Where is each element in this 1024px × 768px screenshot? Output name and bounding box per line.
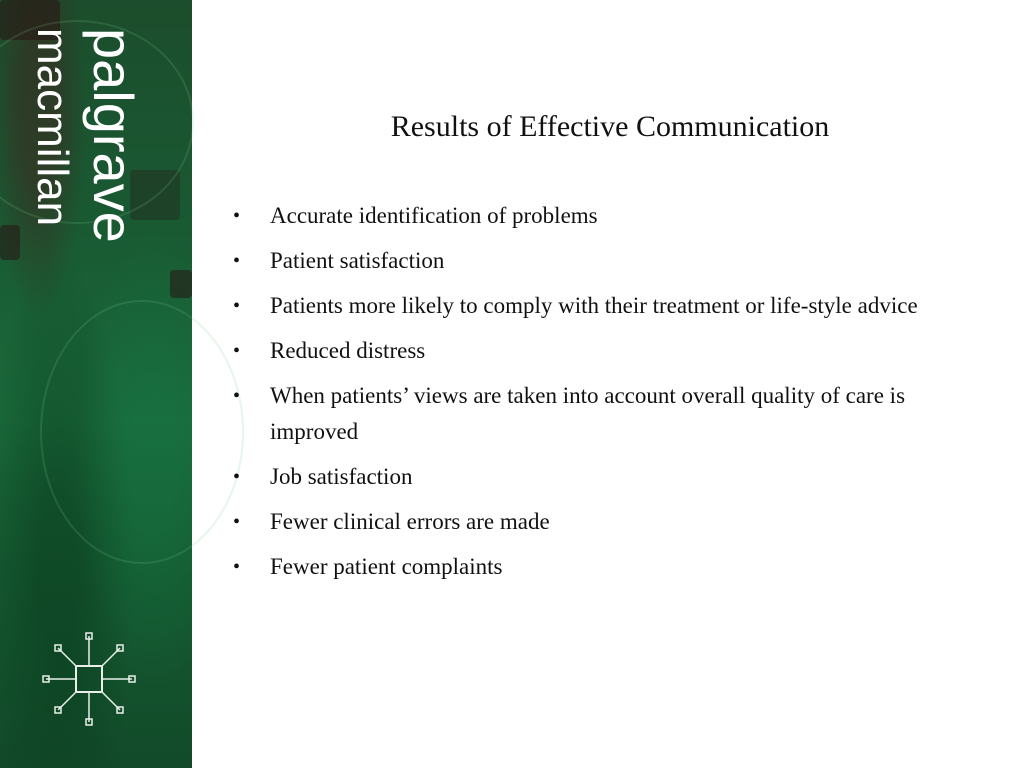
bullet-dot: • bbox=[233, 295, 241, 317]
bullet-text: Accurate identification of problems bbox=[270, 203, 598, 228]
bullet-item bbox=[228, 288, 978, 324]
bullet-dot: • bbox=[233, 250, 241, 272]
bullet-dot: • bbox=[233, 556, 241, 578]
sidebar-panel bbox=[0, 0, 192, 768]
sidebar-texture bbox=[170, 270, 192, 298]
bullet-text: Patients more likely to comply with their treatment or life-style advice bbox=[270, 293, 918, 318]
bullet-text: Fewer clinical errors are made bbox=[270, 509, 550, 534]
bullet-item bbox=[228, 198, 978, 234]
bullet-item bbox=[228, 459, 978, 495]
network-node-icon bbox=[42, 632, 136, 726]
bullet-item bbox=[228, 549, 978, 585]
brand-wordmark bbox=[28, 28, 146, 268]
bullet-text: When patients’ views are taken into account overall quality of care is improved bbox=[270, 383, 906, 444]
bullet-list bbox=[228, 198, 978, 594]
bullet-text: Patient satisfaction bbox=[270, 248, 445, 273]
bullet-dot: • bbox=[233, 511, 241, 533]
bullet-text: Reduced distress bbox=[270, 338, 426, 363]
bullet-item bbox=[228, 333, 978, 369]
bullet-dot: • bbox=[233, 205, 241, 227]
brand-line-palgrave: palgrave bbox=[82, 28, 145, 243]
bullet-dot: • bbox=[233, 466, 241, 488]
slide-title: Results of Effective Communication bbox=[390, 110, 830, 143]
bullet-item bbox=[228, 378, 978, 450]
sidebar-texture bbox=[40, 300, 244, 564]
brand-line-macmillan: macmillan bbox=[28, 28, 77, 227]
bullet-text: Fewer patient complaints bbox=[270, 554, 503, 579]
bullet-dot: • bbox=[233, 340, 241, 362]
bullet-item bbox=[228, 504, 978, 540]
sidebar-texture bbox=[0, 225, 20, 260]
bullet-item bbox=[228, 243, 978, 279]
bullet-dot: • bbox=[233, 385, 241, 407]
bullet-text: Job satisfaction bbox=[270, 464, 413, 489]
